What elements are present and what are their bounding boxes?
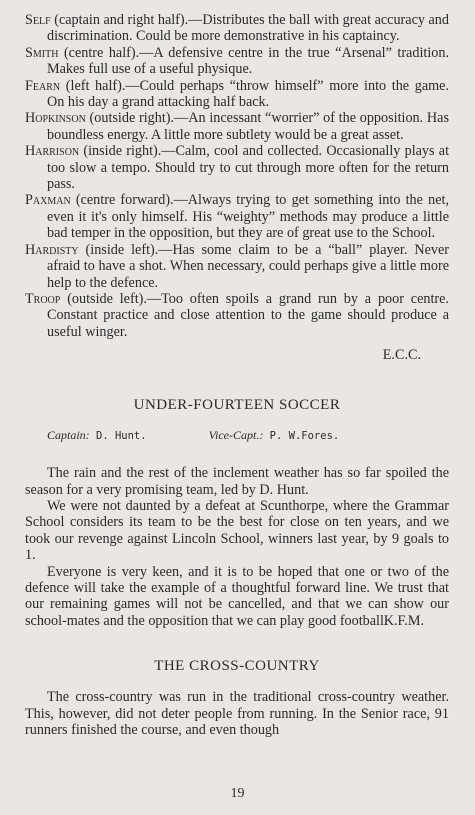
team-officers [25, 429, 449, 443]
player-report [25, 110, 449, 143]
player-report [25, 12, 449, 45]
player-name: Self [25, 12, 51, 28]
player-comment: (centre forward).—Always trying to get something into the net, even it it's only himself. His “weighty” methods may produce a little bad temper in the opposition, but they are of great use to the School. [47, 192, 449, 242]
player-comment: (outside left).—Too often spoils a grand run by a poor centre. Constant practice and close attention to the game should produce a useful winger. [47, 290, 449, 340]
vice-captain-name: P. W.Fores. [269, 430, 340, 443]
paragraph: Everyone is very keen, and it is to be hoped that one or two of the defence will take the example of a thoughtful forward line. We trust that our remaining games will not be cancelled, and that we can show our school-mates and the opposition that we can play good football. [25, 563, 449, 629]
player-name: Harrison [25, 143, 80, 160]
player-name: Fearn [25, 77, 61, 94]
captain-label: Captain: [47, 428, 90, 443]
player-name: Smith [25, 44, 59, 61]
author-initials: K.F.M. [383, 612, 424, 629]
player-comment: (captain and right half).—Distributes the ball with great accuracy and discrimination. Could be more demonstrative in his captaincy. [47, 12, 449, 45]
player-report [25, 291, 449, 340]
player-name: Troop [25, 290, 61, 307]
author-initials: E.C.C. [382, 347, 421, 364]
player-report [25, 45, 449, 78]
player-name: Paxman [25, 192, 71, 209]
player-report [25, 242, 449, 291]
captain-name: D. Hunt. [96, 430, 147, 443]
player-comment: (inside right).—Calm, cool and collected. Occasionally plays at too slow a tempo. Should try to cut through more often for the return pass. [47, 143, 450, 193]
player-comment: (left half).—Could perhaps “throw himself” more into the game. On his day a grand attacking half back. [47, 77, 450, 111]
player-report [25, 78, 449, 111]
paragraph: The cross-country was run in the traditional cross-country weather. This, however, did not deter people from running. In the Senior race, 91 runners finished the course, and even though [25, 689, 449, 739]
player-name: Hardisty [25, 241, 79, 258]
page-number: 19 [230, 786, 245, 801]
player-comment: (outside right).—An incessant “worrier” of the opposition. Has boundless energy. A little more subtlety would be a great asset. [47, 110, 449, 143]
paragraph: The rain and the rest of the inclement weather has so far spoiled the season for a very promising team, led by D. Hunt. [25, 465, 449, 498]
player-report [25, 143, 449, 192]
section-heading: UNDER-FOURTEEN SOCCER [133, 397, 341, 414]
player-name: Hopkinson [25, 110, 86, 127]
player-comment: (centre half).—A defensive centre in the true “Arsenal” tradition. Makes full use of a useful physique. [47, 44, 450, 78]
captain-line [47, 429, 147, 443]
vice-captain-label: Vice-Capt.: [208, 428, 264, 443]
player-reports [25, 12, 449, 340]
player-comment: (inside left).—Has some claim to be a “ball” player. Never afraid to have a shot. When necessary, could perhaps give a little more help to the defence. [47, 241, 450, 291]
player-report [25, 192, 449, 241]
vice-captain-line [209, 429, 340, 443]
section-heading: THE CROSS-COUNTRY [154, 658, 320, 675]
paragraph: We were not daunted by a defeat at Scunthorpe, where the Grammar School considers its team to be the best for close on ten years, and we took our revenge against Lincoln School, winners last year, by 9 goals to 1. [25, 497, 449, 564]
